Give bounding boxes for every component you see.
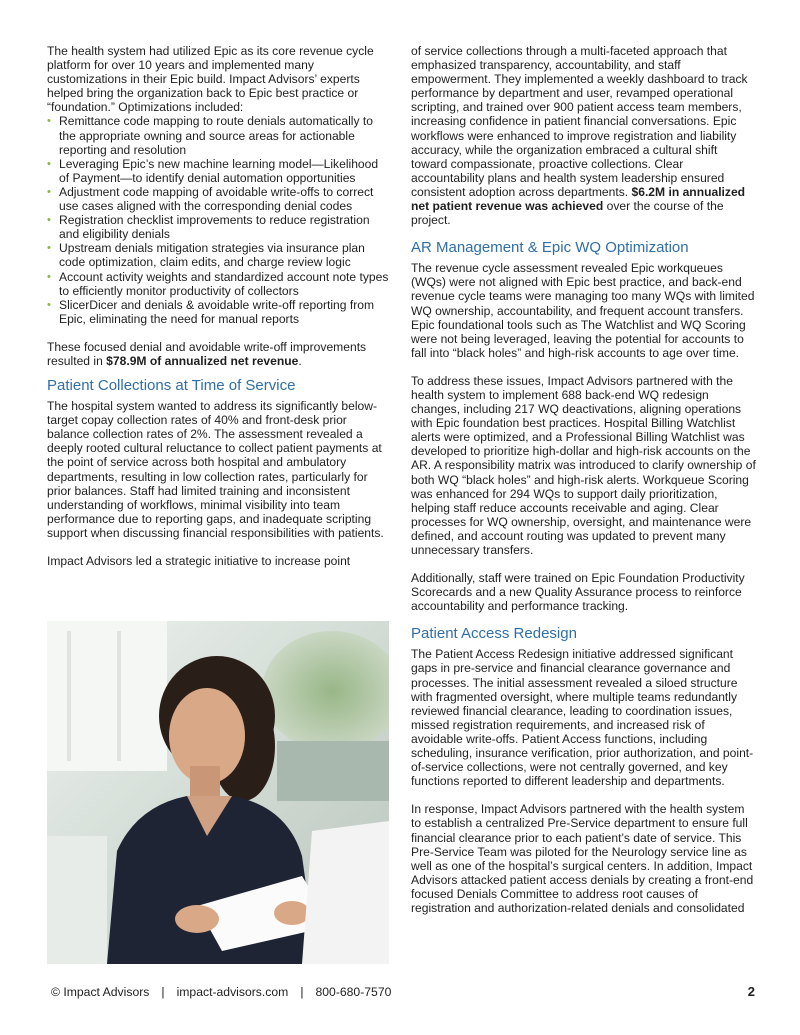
collections-continued-paragraph xyxy=(411,44,756,227)
footer-website-link[interactable]: impact-advisors.com xyxy=(176,985,289,999)
collections-paragraph: The hospital system wanted to address its significantly below-target copay collection rates of 40% and front-desk prior balance collection rates of 2%. The assessment revealed a deeply rooted cultural reluctance to collect patient payments at the point of service across both hospital and ambulatory departments, resulting in low collection rates, particularly for prior balances. Staff had limited training and inconsistent understanding of workflows, minimal visibility into team performance due to reporting gaps, and inadequate scripting support when discussing financial responsibilities with patients. xyxy=(47,399,384,540)
right-column xyxy=(411,44,756,915)
footer-copyright: © Impact Advisors xyxy=(51,985,150,999)
continued-text: of service collections through a multi-faceted approach that emphasized transparency, accountability, and staff empowerment. They implemented a weekly dashboard to track performance by department and user, revamped operational scripting, and trained over 900 patient access team members, increasing confidence in patient financial conversations. Epic workflows were enhanced to improve registration and liability accuracy, while the organization embraced a cultural shift toward compassionate, proactive collections. Clear accountability plans and health system leadership ensured consistent adoption across departments. xyxy=(411,44,748,199)
patient-access-heading: Patient Access Redesign xyxy=(411,625,577,643)
footer-separator: | xyxy=(161,985,165,999)
footer-phone: 800-680-7570 xyxy=(315,985,392,999)
footer-separator: | xyxy=(300,985,304,999)
list-item: • Registration checklist improvements to reduce registration and eligibility denials xyxy=(47,213,389,241)
healthcare-worker-photo xyxy=(47,621,389,964)
page-number: 2 xyxy=(747,984,755,999)
result-end: . xyxy=(298,353,302,368)
optimizations-list xyxy=(47,114,389,325)
list-item: • Remittance code mapping to route denials automatically to the appropriate owning and source areas for actionable reporting and resolution xyxy=(47,114,389,156)
patient-access-paragraph-1: The Patient Access Redesign initiative addressed significant gaps in pre-service and financial clearance governance and processes. The initial assessment revealed a siloed structure with fragmented oversight, where multiple teams redundantly reviewed financial clearance, leading to coordination issues, missed registration requirements, and increased risk of avoidable write-offs. Patient Access functions, including scheduling, insurance verification, prior authorization, and point-of-service collections, were not centrally governed, and key functions reported to different leadership and departments. xyxy=(411,647,754,789)
result-text: These focused denial and avoidable write-off improvements resulted in xyxy=(47,339,367,368)
ar-paragraph-2: To address these issues, Impact Advisors partnered with the health system to implement 688 back-end WQ redesign changes, including 217 WQ deactivations, aligning operations with Epic foundation best practices. Hospital Billing Watchlist alerts were optimized, and a Professional Billing Watchlist was developed to prioritize high-dollar and high-risk accounts on the AR. A responsibility matrix was introduced to clarify ownership of both WQ “black holes” and high-risk alerts. Workqueue Scoring was enhanced for 294 WQs to support daily prioritization, helping staff reduce accounts receivable and aging. Clear processes for WQ ownership, oversight, and maintenance were defined, and account routing was updated to prevent many unnecessary transfers. xyxy=(411,373,756,557)
ar-paragraph-1: The revenue cycle assessment revealed Epic workqueues (WQs) were not aligned with Epic best practice, and back-end revenue cycle teams were managing too many WQs with limited WQ ownership, accountability, and frequent account transfers. Epic foundational tools such as The Watchlist and WQ Scoring were not being leveraged, leaving the potential for accounts to fall into “black holes” and high-risk accounts to age over time. xyxy=(411,261,755,360)
list-item: • Leveraging Epic’s new machine learning model—Likelihood of Payment—to identify denial automation opportunities xyxy=(47,157,389,185)
list-item: • SlicerDicer and denials & avoidable write-off reporting from Epic, eliminating the need for manual reports xyxy=(47,298,389,326)
collections-heading: Patient Collections at Time of Service xyxy=(47,377,296,395)
list-item: • Account activity weights and standardized account note types to efficiently monitor productivity of collectors xyxy=(47,270,389,298)
page-footer xyxy=(51,985,755,1001)
intro-paragraph: The health system had utilized Epic as its core revenue cycle platform for over 10 years and implemented many customizations in their Epic build. Impact Advisors’ experts helped bring the organization back to Epic best practice or “foundation.” Optimizations included: xyxy=(47,44,374,115)
patient-access-paragraph-2: In response, Impact Advisors partnered with the health system to establish a centralized Pre-Service department to ensure full financial clearance prior to each patient’s date of service. This Pre-Service Team was piloted for the Neurology service line as well as one of the hospital’s surgical centers. In addition, Impact Advisors attacked patient access denials by creating a front-end focused Denials Committee to address root causes of registration and authorization-related denials and consolidated xyxy=(411,802,754,915)
list-item: • Upstream denials mitigation strategies via insurance plan code optimization, claim edits, and charge review logic xyxy=(47,241,389,269)
continued-end: over the course of the project. xyxy=(411,199,724,228)
collections-paragraph-2: Impact Advisors led a strategic initiative to increase point xyxy=(47,554,351,568)
list-item: • Adjustment code mapping of avoidable write-offs to correct use cases aligned with the corresponding denial codes xyxy=(47,185,389,213)
result-highlight: $78.9M of annualized net revenue xyxy=(106,353,299,368)
ar-paragraph-3: Additionally, staff were trained on Epic Foundation Productivity Scorecards and a new Quality Assurance process to reinforce accountability and performance tracking. xyxy=(411,571,745,614)
left-column xyxy=(47,44,389,568)
ar-management-heading: AR Management & Epic WQ Optimization xyxy=(411,239,689,257)
revenue-highlight: $6.2M in annualized net patient revenue was achieved xyxy=(411,184,746,214)
denial-result-paragraph xyxy=(47,340,389,368)
